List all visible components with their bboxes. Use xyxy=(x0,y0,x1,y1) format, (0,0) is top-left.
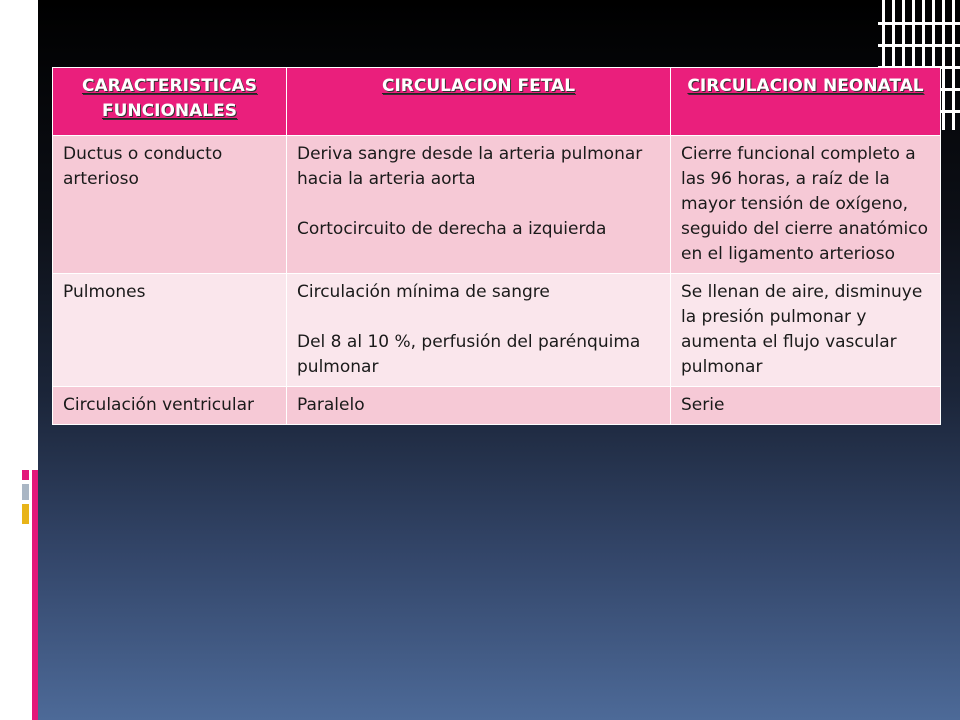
fetal-text: Cortocircuito de derecha a izquierda xyxy=(297,219,607,239)
table-header-row xyxy=(53,68,941,136)
header-features: CARACTERISTICAS FUNCIONALES xyxy=(53,68,287,136)
fetal-text: Paralelo xyxy=(297,395,365,415)
fetal-text: Circulación mínima de sangre xyxy=(297,282,550,302)
feature-cell: Ductus o conducto arterioso xyxy=(53,136,287,274)
header-neonatal: CIRCULACION NEONATAL xyxy=(671,68,941,136)
neonatal-cell: Se llenan de aire, disminuye la presión pulmonar y aumenta el flujo vascular pulmonar xyxy=(671,274,941,387)
fetal-text: Deriva sangre desde la arteria pulmonar hacia la arteria aorta xyxy=(297,144,643,189)
fetal-cell xyxy=(287,136,671,274)
fetal-cell xyxy=(287,387,671,425)
table-row xyxy=(53,136,941,274)
table-row xyxy=(53,274,941,387)
side-accent-bars xyxy=(18,470,38,720)
feature-cell: Pulmones xyxy=(53,274,287,387)
table-row xyxy=(53,387,941,425)
circulation-comparison-table xyxy=(52,67,941,425)
header-fetal: CIRCULACION FETAL xyxy=(287,68,671,136)
fetal-text: Del 8 al 10 %, perfusión del parénquima pulmonar xyxy=(297,332,641,377)
feature-cell: Circulación ventricular xyxy=(53,387,287,425)
neonatal-cell: Serie xyxy=(671,387,941,425)
neonatal-cell: Cierre funcional completo a las 96 horas, a raíz de la mayor tensión de oxígeno, seguido del cierre anatómico en el ligamento arterioso xyxy=(671,136,941,274)
fetal-cell xyxy=(287,274,671,387)
